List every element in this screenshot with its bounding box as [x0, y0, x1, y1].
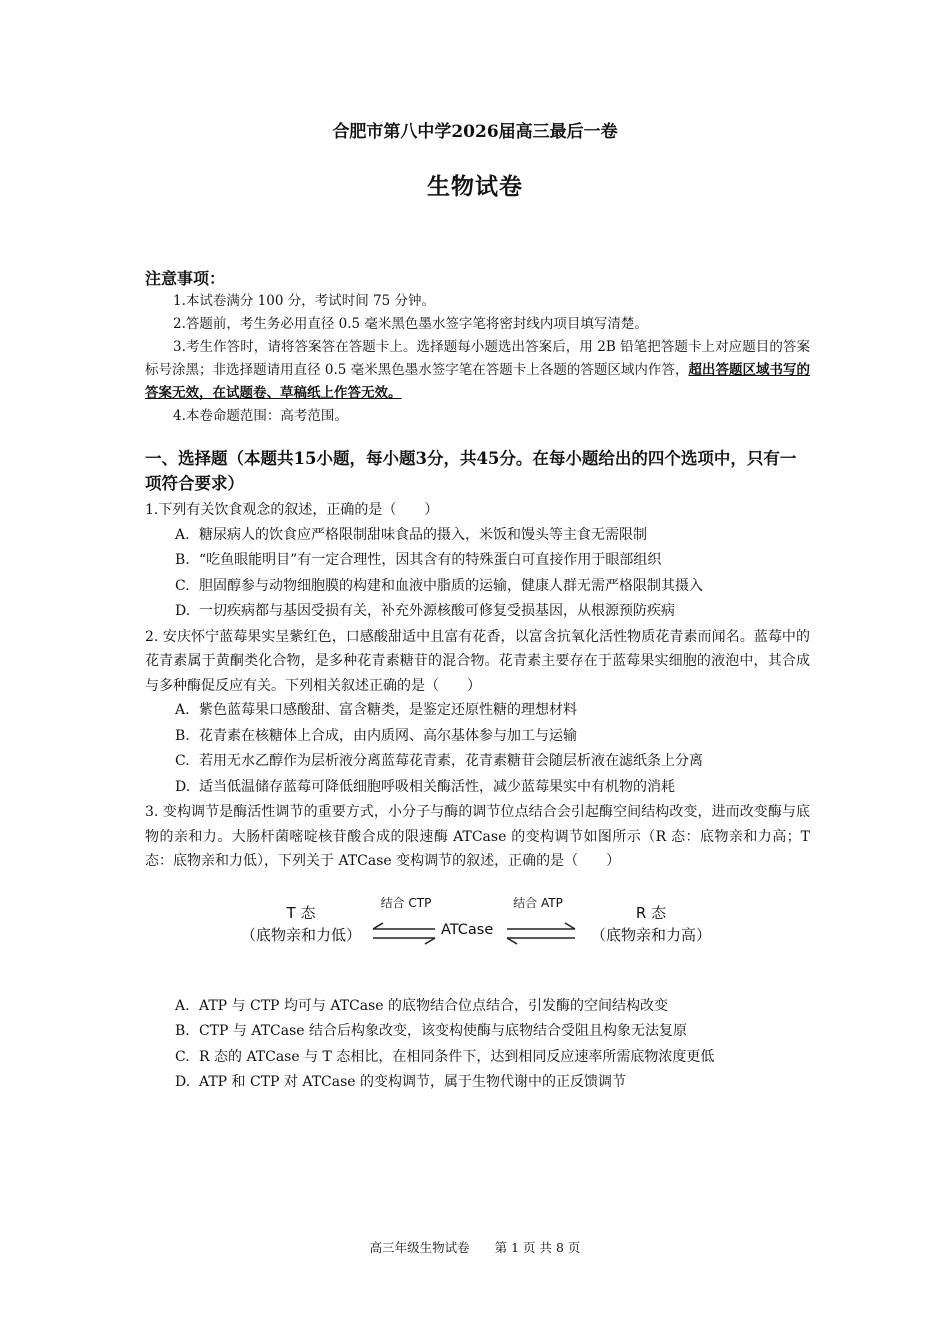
- option-a: [145, 698, 810, 724]
- t-state-label: [231, 902, 371, 946]
- option-letter: C.: [175, 577, 190, 594]
- r-state-desc: （底物亲和力高）: [590, 925, 711, 944]
- question-3: [145, 800, 810, 1096]
- note-item-2: 2.答题前，考生务必用直径 0.5 毫米黑色墨水签字笔将密封线内项目填写清楚。: [173, 316, 648, 332]
- option-d: [145, 1070, 810, 1096]
- equilibrium-arrows-icon: [505, 922, 577, 946]
- atcase-allosteric-diagram: [145, 880, 810, 990]
- question-stem: 1.下列有关饮食观念的叙述，正确的是（ ）: [145, 502, 439, 518]
- r-state-name: R 态: [635, 903, 667, 922]
- bind-atp-label: 结合 ATP: [513, 895, 563, 910]
- option-text: “吃鱼眼能明目”有一定合理性，因其含有的特殊蛋白可直接作用于眼部组织: [199, 552, 662, 568]
- option-text: 花青素在核糖体上合成，由内质网、高尔基体参与加工与运输: [199, 727, 577, 744]
- option-b: [145, 548, 810, 574]
- notes-heading: 注意事项：: [145, 269, 226, 288]
- subject-title: 生物试卷: [427, 173, 523, 200]
- r-state-label: [581, 902, 721, 946]
- option-d: [145, 775, 810, 801]
- note-item-3-text: 3.考生作答时，请将答案答在答题卡上。选择题每小题选出答案后，用 2B 铅笔把答题卡上对应题目的答案标号涂黑；非选择题请用直径 0.5 毫米黑色墨水签字笔在答题卡上各题的答题区域内作答，: [145, 339, 810, 378]
- option-text: 紫色蓝莓果口感酸甜、富含糖类，是鉴定还原性糖的理想材料: [199, 702, 577, 718]
- t-state-desc: （底物亲和力低）: [240, 925, 361, 944]
- school-title: 合肥市第八中学2026届高三最后一卷: [332, 122, 618, 142]
- question-2: [145, 625, 810, 801]
- option-c: [145, 1045, 810, 1071]
- option-letter: C.: [175, 1048, 190, 1065]
- atcase-label: ATCase: [441, 921, 494, 938]
- option-letter: B.: [175, 1023, 190, 1039]
- option-text: ATP 与 CTP 均可与 ATCase 的底物结合位点结合，引发酶的空间结构改变: [199, 997, 669, 1014]
- question-1: [145, 498, 810, 625]
- notes-block: [145, 268, 810, 428]
- option-text: 一切疾病都与基因受损有关，补充外源核酸可修复受损基因，从根源预防疾病: [199, 603, 675, 619]
- option-b: [145, 1019, 810, 1045]
- t-state-name: T 态: [286, 903, 316, 922]
- section-heading: 一、选择题（本题共15小题，每小题3分，共45分。在每小题给出的四个选项中，只有一项符合要求）: [145, 449, 797, 493]
- equilibrium-arrows-icon: [371, 922, 437, 946]
- option-text: 若用无水乙醇作为层析液分离蓝莓花青素，花青素糖苷会随层析液在滤纸条上分离: [199, 753, 703, 769]
- question-stem: 2. 安庆怀宁蓝莓果实呈紫红色，口感酸甜适中且富有花香，以富含抗氧化活性物质花青素而闻名。蓝莓中的花青素属于黄酮类化合物，是多种花青素糖苷的混合物。花青素主要存在于蓝莓果实细胞的液泡中，其合成与多种酶促反应有关。下列相关叙述正确的是（ ）: [145, 628, 810, 694]
- note-item-3: [145, 336, 810, 405]
- option-a: [145, 994, 810, 1020]
- option-letter: D.: [175, 1074, 191, 1090]
- note-item-3-emphasis: 超出答题区域书写的答案无效，在试题卷、草稿纸上作答无效。: [145, 362, 810, 401]
- option-text: ATP 和 CTP 对 ATCase 的变构调节，属于生物代谢中的正反馈调节: [199, 1074, 627, 1090]
- question-3-options: [145, 994, 810, 1096]
- option-letter: B.: [175, 552, 190, 568]
- option-letter: A.: [175, 526, 190, 543]
- option-text: 适当低温储存蓝莓可降低细胞呼吸相关酶活性，减少蓝莓果实中有机物的消耗: [199, 778, 675, 795]
- bind-ctp-label: 结合 CTP: [380, 895, 432, 910]
- option-letter: B.: [175, 727, 190, 744]
- note-item-1: 1.本试卷满分 100 分，考试时间 75 分钟。: [173, 293, 435, 309]
- option-a: [145, 523, 810, 549]
- question-stem: 3. 变构调节是酶活性调节的重要方式，小分子与酶的调节位点结合会引起酶空间结构改变，进而改变酶与底物的亲和力。大肠杆菌嘧啶核苷酸合成的限速酶 ATCase 的变构调节如图所示（R 态：底物亲和力高；T 态：底物亲和力低），下列关于 ATCase 变构调节的叙述，正确的是（ ）: [145, 804, 810, 869]
- section-choice-questions: [145, 446, 810, 1096]
- option-text: 糖尿病人的饮食应严格限制甜味食品的摄入，米饭和馒头等主食无需限制: [199, 526, 647, 543]
- option-text: CTP 与 ATCase 结合后构象改变，该变构使酶与底物结合受阻且构象无法复原: [199, 1023, 688, 1039]
- option-text: R 态的 ATCase 与 T 态相比，在相同条件下，达到相同反应速率所需底物浓度更低: [199, 1048, 715, 1065]
- option-letter: A.: [175, 702, 190, 718]
- option-b: [145, 724, 810, 750]
- option-d: [145, 599, 810, 625]
- option-c: [145, 574, 810, 600]
- option-text: 胆固醇参与动物细胞膜的构建和血液中脂质的运输，健康人群无需严格限制其摄入: [199, 577, 703, 594]
- option-letter: C.: [175, 753, 190, 769]
- option-letter: A.: [175, 997, 190, 1014]
- option-c: [145, 749, 810, 775]
- page-footer: 高三年级生物试卷 第 1 页 共 8 页: [369, 1240, 581, 1255]
- option-letter: D.: [175, 603, 191, 619]
- option-letter: D.: [175, 778, 191, 795]
- note-item-4: 4.本卷命题范围：高考范围。: [173, 408, 348, 424]
